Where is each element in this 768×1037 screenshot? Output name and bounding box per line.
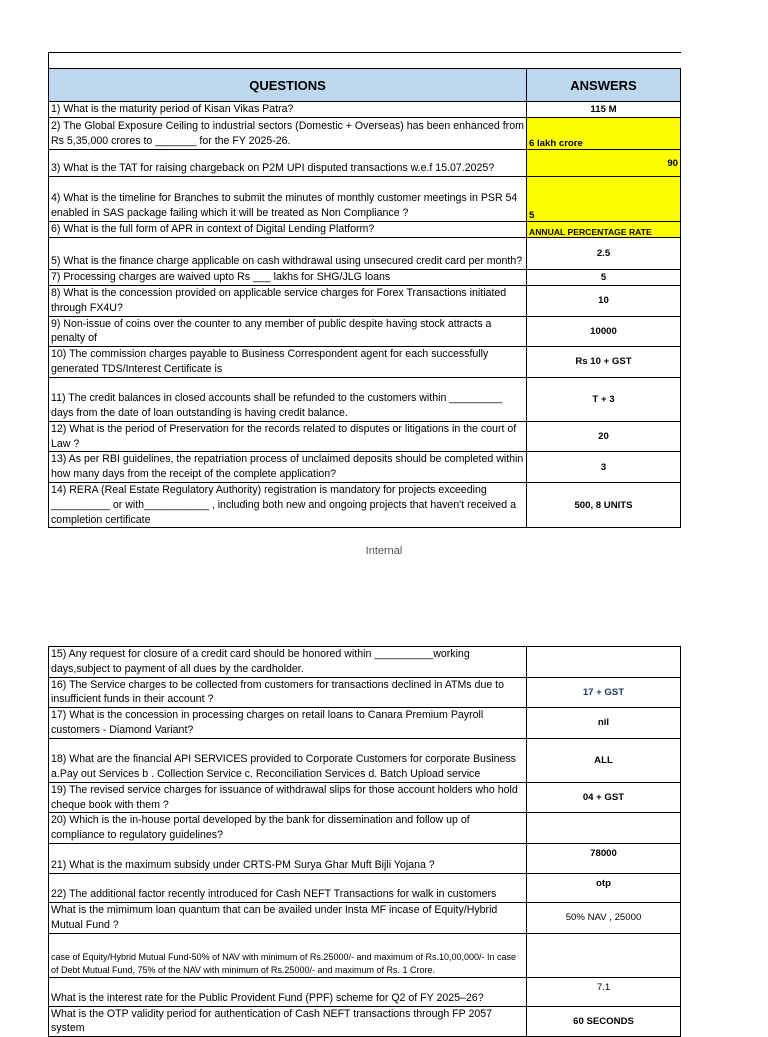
question-cell[interactable]: 7) Processing charges are waived upto Rs ___ lakhs for SHG/JLG loans	[49, 270, 527, 286]
answer-cell[interactable]: 6 lakh crore	[527, 118, 681, 150]
question-cell[interactable]: 5) What is the finance charge applicable on cash withdrawal using unsecured credit card per month?	[49, 238, 527, 270]
table-row	[49, 316, 681, 347]
answer-cell[interactable]: 7.1	[527, 977, 681, 1006]
table-row	[49, 452, 681, 483]
table-row	[49, 902, 681, 933]
answer-cell[interactable]: 2.5	[527, 238, 681, 270]
answer-cell[interactable]: 115 M	[527, 102, 681, 118]
table-row	[49, 222, 681, 238]
table-row	[49, 270, 681, 286]
question-cell[interactable]: 20) Which is the in-house portal developed by the bank for dissemination and follow up of compliance to regulatory guidelines?	[49, 813, 527, 844]
answer-cell[interactable]: ANNUAL PERCENTAGE RATE	[527, 222, 681, 238]
table-row	[49, 843, 681, 873]
answer-cell[interactable]: otp	[527, 873, 681, 902]
question-cell[interactable]: What is the interest rate for the Public Provident Fund (PPF) scheme for Q2 of FY 2025–26?	[49, 977, 527, 1006]
table-row	[49, 873, 681, 902]
answer-cell[interactable]: ALL	[527, 738, 681, 782]
question-cell[interactable]: 17) What is the concession in processing charges on retail loans to Canara Premium Payroll customers - Diamond Variant?	[49, 708, 527, 739]
answer-cell[interactable]: 3	[527, 452, 681, 483]
table-row	[49, 150, 681, 177]
answer-cell[interactable]: 17 + GST	[527, 677, 681, 708]
table-row	[49, 647, 681, 678]
question-cell[interactable]: 15) Any request for closure of a credit card should be honored within __________working days,subject to payment of all dues by the cardholder.	[49, 647, 527, 678]
question-cell[interactable]: 19) The revised service charges for issuance of withdrawal slips for those account holders who hold cheque book with them ?	[49, 782, 527, 813]
question-cell[interactable]: 11) The credit balances in closed accounts shall be refunded to the customers within _________ days from the date of loan outstanding is having credit balance.	[49, 377, 527, 421]
question-cell[interactable]: 12) What is the period of Preservation for the records related to disputes or litigations in the court of Law ?	[49, 421, 527, 452]
question-cell[interactable]: What is the mimimum loan quantum that can be availed under Insta MF incase of Equity/Hybrid Mutual Fund ?	[49, 902, 527, 933]
table-row	[49, 102, 681, 118]
qa-table-2	[48, 646, 680, 1037]
answers-header: ANSWERS	[527, 69, 681, 102]
table-row	[49, 118, 681, 150]
answer-cell[interactable]	[527, 647, 681, 678]
question-cell[interactable]: 22) The additional factor recently introduced for Cash NEFT Transactions for walk in customers	[49, 873, 527, 902]
answer-cell[interactable]: 78000	[527, 843, 681, 873]
answer-cell[interactable]: Rs 10 + GST	[527, 347, 681, 378]
question-cell[interactable]: 2) The Global Exposure Ceiling to industrial sectors (Domestic + Overseas) has been enhanced from Rs 5,35,000 crores to _______ for the FY 2025-26.	[49, 118, 527, 150]
table-row	[49, 782, 681, 813]
question-cell[interactable]: 13) As per RBI guidelines, the repatriation process of unclaimed deposits should be completed within how many days from the receipt of the complete application?	[49, 452, 527, 483]
answer-cell[interactable]: 500, 8 UNITS	[527, 482, 681, 527]
table-row	[49, 813, 681, 844]
answer-cell[interactable]: 90	[527, 150, 681, 177]
table-row	[49, 377, 681, 421]
answer-cell[interactable]: 20	[527, 421, 681, 452]
sheet-top-border	[48, 52, 681, 69]
answer-cell[interactable]: 60 SECONDS	[527, 1006, 681, 1037]
answer-cell[interactable]	[527, 933, 681, 977]
table-row	[49, 1006, 681, 1037]
questions-header: QUESTIONS	[49, 69, 527, 102]
question-cell[interactable]: 1) What is the maturity period of Kisan Vikas Patra?	[49, 102, 527, 118]
answer-cell[interactable]: T + 3	[527, 377, 681, 421]
table-row	[49, 482, 681, 527]
question-cell[interactable]: 10) The commission charges payable to Business Correspondent agent for each successfully generated TDS/Interest Certificate is	[49, 347, 527, 378]
answer-cell[interactable]: 50% NAV , 25000	[527, 902, 681, 933]
answer-cell[interactable]: 5	[527, 177, 681, 222]
question-cell[interactable]: 9) Non-issue of coins over the counter to any member of public despite having stock attracts a penalty of	[49, 316, 527, 347]
question-cell[interactable]: 3) What is the TAT for raising chargeback on P2M UPI disputed transactions w.e.f 15.07.2025?	[49, 150, 527, 177]
answer-cell[interactable]: nil	[527, 708, 681, 739]
question-cell[interactable]: 4) What is the timeline for Branches to submit the minutes of monthly customer meetings in PSR 54 enabled in SAS package failing which it will be treated as Non Compliance ?	[49, 177, 527, 222]
question-cell[interactable]: 21) What is the maximum subsidy under CRTS-PM Surya Ghar Muft Bijli Yojana ?	[49, 843, 527, 873]
answer-cell[interactable]: 10	[527, 286, 681, 317]
answer-cell[interactable]	[527, 813, 681, 844]
table-row	[49, 933, 681, 977]
question-cell[interactable]: case of Equity/Hybrid Mutual Fund-50% of NAV with minimum of Rs.25000/- and maximum of Rs.10,00,000/- In case of Debt Mutual Fund, 75% of the NAV with minimum of Rs.25000/- and maximum of Rs. 1 Crore.	[49, 933, 527, 977]
qa-table-1	[48, 68, 680, 528]
table-row	[49, 238, 681, 270]
question-cell[interactable]: What is the OTP validity period for authentication of Cash NEFT transactions through FP 2057 system	[49, 1006, 527, 1037]
answer-cell[interactable]: 5	[527, 270, 681, 286]
table-row	[49, 738, 681, 782]
table-row	[49, 421, 681, 452]
table-row	[49, 286, 681, 317]
answer-cell[interactable]: 10000	[527, 316, 681, 347]
table-row	[49, 177, 681, 222]
question-cell[interactable]: 14) RERA (Real Estate Regulatory Authority) registration is mandatory for projects exceeding __________ or with___________ , including both new and ongoing projects that haven't received a completion certificate	[49, 482, 527, 527]
question-cell[interactable]: 6) What is the full form of APR in context of Digital Lending Platform?	[49, 222, 527, 238]
question-cell[interactable]: 8) What is the concession provided on applicable service charges for Forex Transactions initiated through FX4U?	[49, 286, 527, 317]
table-header-row	[49, 69, 681, 102]
internal-label: Internal	[365, 545, 403, 557]
answer-cell[interactable]: 04 + GST	[527, 782, 681, 813]
table-row	[49, 347, 681, 378]
question-cell[interactable]: 16) The Service charges to be collected from customers for transactions declined in ATMs due to insufficient funds in their account ?	[49, 677, 527, 708]
table-row	[49, 977, 681, 1006]
table-row	[49, 708, 681, 739]
table-row	[49, 677, 681, 708]
question-cell[interactable]: 18) What are the financial API SERVICES provided to Corporate Customers for corporate Business a.Pay out Services b . Collection Service c. Reconciliation Services d. Batch Upload service	[49, 738, 527, 782]
